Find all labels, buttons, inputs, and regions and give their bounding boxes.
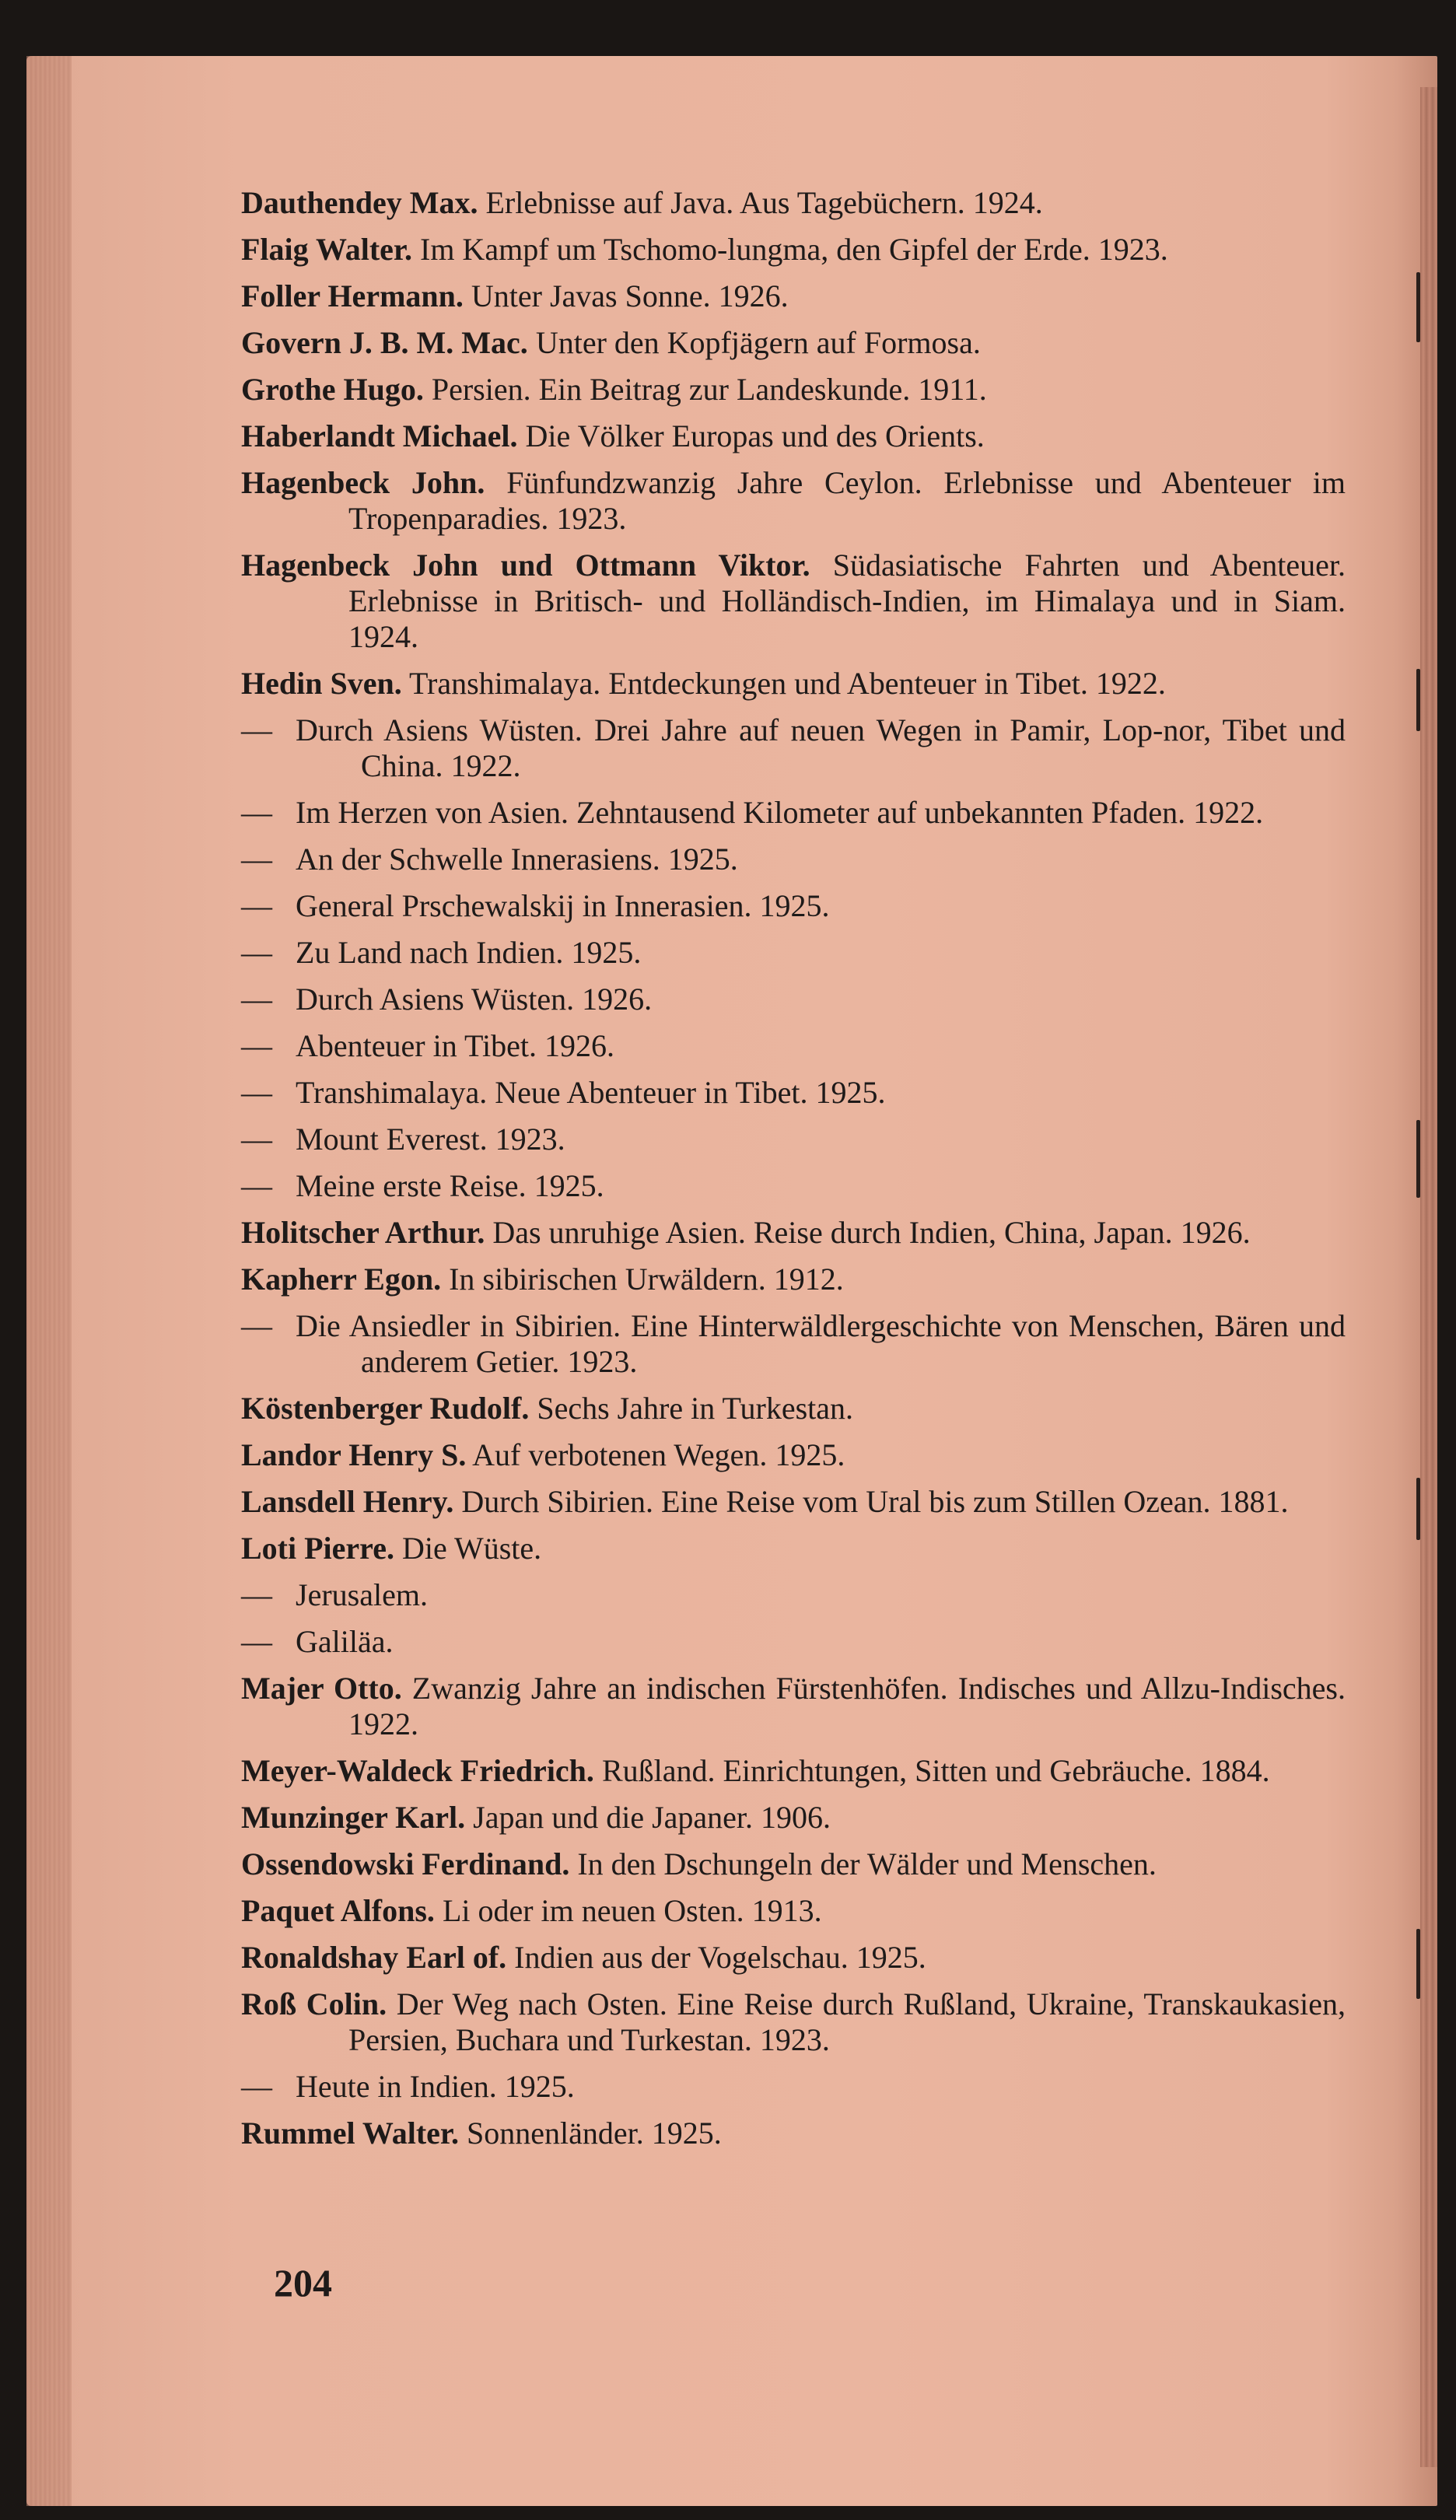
bibliography-entry bbox=[241, 325, 1346, 361]
bibliography-entry bbox=[241, 1577, 1346, 1613]
entry-title: Unter den Kopfjägern auf Formosa. bbox=[527, 325, 981, 360]
entry-title: Die Ansiedler in Sibirien. Eine Hinterwäldlergeschichte von Menschen, Bären und anderem Getier. 1923. bbox=[296, 1308, 1346, 1379]
entry-author: Lansdell Henry. bbox=[241, 1484, 454, 1519]
bibliography-entry bbox=[241, 1391, 1346, 1426]
ditto-dash: — bbox=[241, 1577, 272, 1612]
bibliography-entry bbox=[241, 712, 1346, 784]
entry-title: Durch Asiens Wüsten. Drei Jahre auf neuen Wegen in Pamir, Lop-nor, Tibet und China. 1922. bbox=[296, 712, 1346, 783]
bibliography-entry bbox=[241, 465, 1346, 537]
entry-title: Transhimalaya. Neue Abenteuer in Tibet. 1925. bbox=[296, 1075, 886, 1110]
entry-author: Rummel Walter. bbox=[241, 2116, 459, 2151]
entry-title: Persien. Ein Beitrag zur Landeskunde. 1911. bbox=[423, 372, 987, 407]
entry-title: In den Dschungeln der Wälder und Menschen. bbox=[569, 1846, 1157, 1881]
entry-title: Rußland. Einrichtungen, Sitten und Gebräuche. 1884. bbox=[593, 1753, 1270, 1788]
entry-title: Meine erste Reise. 1925. bbox=[296, 1168, 604, 1203]
ditto-dash: — bbox=[241, 842, 272, 877]
entry-title: Heute in Indien. 1925. bbox=[296, 2069, 575, 2104]
bibliography-entry bbox=[241, 185, 1346, 221]
entry-author: Dauthendey Max. bbox=[241, 185, 478, 220]
ditto-dash: — bbox=[241, 1168, 272, 1203]
page-number: 204 bbox=[274, 2261, 332, 2305]
bibliography-entry bbox=[241, 2116, 1346, 2151]
bibliography-entry bbox=[241, 1940, 1346, 1976]
bibliography-entry bbox=[241, 1168, 1346, 1204]
ditto-dash: — bbox=[241, 1075, 272, 1110]
entry-title: Mount Everest. 1923. bbox=[296, 1122, 565, 1157]
entry-title: Zwanzig Jahre an indischen Fürstenhöfen. Indisches und Allzu-Indisches. 1922. bbox=[348, 1671, 1346, 1741]
page-stack-edge bbox=[26, 56, 72, 2506]
bibliography-entry bbox=[241, 666, 1346, 702]
ditto-dash: — bbox=[241, 1308, 272, 1343]
entry-author: Munzinger Karl. bbox=[241, 1800, 466, 1835]
entry-title: Das unruhige Asien. Reise durch Indien, China, Japan. 1926. bbox=[485, 1215, 1251, 1250]
entry-title: Indien aus der Vogelschau. 1925. bbox=[506, 1940, 926, 1975]
entry-author: Haberlandt Michael. bbox=[241, 418, 518, 453]
bibliography-entry bbox=[241, 1215, 1346, 1251]
entry-author: Landor Henry S. bbox=[241, 1437, 467, 1472]
ditto-dash: — bbox=[241, 982, 272, 1017]
entry-author: Foller Hermann. bbox=[241, 278, 464, 313]
ditto-dash: — bbox=[241, 2069, 272, 2104]
entry-title: Erlebnisse auf Java. Aus Tagebüchern. 1924. bbox=[478, 185, 1043, 220]
bibliography-entry bbox=[241, 842, 1346, 877]
bibliography-entry bbox=[241, 232, 1346, 268]
entry-title: In sibirischen Urwäldern. 1912. bbox=[441, 1262, 844, 1297]
ditto-dash: — bbox=[241, 1122, 272, 1157]
entry-author: Holitscher Arthur. bbox=[241, 1215, 485, 1250]
entry-title: Durch Asiens Wüsten. 1926. bbox=[296, 982, 653, 1017]
bibliography-entry bbox=[241, 1437, 1346, 1473]
entry-title: Die Völker Europas und des Orients. bbox=[517, 418, 985, 453]
entry-title: Sonnenländer. 1925. bbox=[458, 2116, 722, 2151]
ditto-dash: — bbox=[241, 888, 272, 923]
entry-title: Sechs Jahre in Turkestan. bbox=[529, 1391, 853, 1426]
bibliography-entry bbox=[241, 1986, 1346, 2058]
bibliography-entry bbox=[241, 1262, 1346, 1297]
ditto-dash: — bbox=[241, 795, 272, 830]
bibliography-entry bbox=[241, 1531, 1346, 1566]
bibliography-entry bbox=[241, 1484, 1346, 1520]
entry-author: Flaig Walter. bbox=[241, 232, 412, 267]
bibliography-entry bbox=[241, 278, 1346, 314]
entry-author: Kapherr Egon. bbox=[241, 1262, 442, 1297]
entry-author: Hagenbeck John und Ottmann Viktor. bbox=[241, 548, 810, 583]
entry-author: Hagenbeck John. bbox=[241, 465, 485, 500]
bibliography-entry bbox=[241, 1075, 1346, 1111]
entry-title: Japan und die Japaner. 1906. bbox=[465, 1800, 831, 1835]
entry-title: Durch Sibirien. Eine Reise vom Ural bis zum Stillen Ozean. 1881. bbox=[453, 1484, 1289, 1519]
entry-author: Loti Pierre. bbox=[241, 1531, 394, 1566]
entry-title: An der Schwelle Innerasiens. 1925. bbox=[296, 842, 738, 877]
bibliography-entry bbox=[241, 1308, 1346, 1380]
edge-mark bbox=[1416, 1478, 1420, 1540]
page-right-edge bbox=[1420, 87, 1437, 2467]
entry-author: Majer Otto. bbox=[241, 1671, 402, 1706]
entry-title: Südasiatische Fahrten und Abenteuer. Erlebnisse in Britisch- und Holländisch-Indien, im Himalaya und in Siam. 1924. bbox=[348, 548, 1346, 654]
entry-title: Die Wüste. bbox=[394, 1531, 542, 1566]
ditto-dash: — bbox=[241, 1624, 272, 1659]
entry-author: Ronaldshay Earl of. bbox=[241, 1940, 507, 1975]
entry-author: Roß Colin. bbox=[241, 1986, 387, 2021]
bibliography-list bbox=[241, 185, 1346, 2162]
bibliography-entry bbox=[241, 982, 1346, 1017]
entry-title: Zu Land nach Indien. 1925. bbox=[296, 935, 642, 970]
bibliography-entry bbox=[241, 1893, 1346, 1929]
entry-author: Govern J. B. M. Mac. bbox=[241, 325, 528, 360]
entry-author: Köstenberger Rudolf. bbox=[241, 1391, 530, 1426]
bibliography-entry bbox=[241, 1122, 1346, 1157]
bibliography-entry bbox=[241, 2069, 1346, 2105]
entry-title: Auf verbotenen Wegen. 1925. bbox=[466, 1437, 845, 1472]
entry-title: Unter Javas Sonne. 1926. bbox=[463, 278, 789, 313]
entry-author: Paquet Alfons. bbox=[241, 1893, 435, 1928]
entry-title: Transhimalaya. Entdeckungen und Abenteuer in Tibet. 1922. bbox=[401, 666, 1166, 701]
entry-title: Im Kampf um Tschomo-lungma, den Gipfel der Erde. 1923. bbox=[412, 232, 1168, 267]
entry-title: Der Weg nach Osten. Eine Reise durch Rußland, Ukraine, Transkaukasien, Persien, Buchara und Turkestan. 1923. bbox=[348, 1986, 1346, 2057]
ditto-dash: — bbox=[241, 712, 272, 747]
bibliography-entry bbox=[241, 1753, 1346, 1789]
entry-title: General Prschewalskij in Innerasien. 1925. bbox=[296, 888, 830, 923]
edge-mark bbox=[1416, 1929, 1420, 1999]
entry-author: Ossendowski Ferdinand. bbox=[241, 1846, 570, 1881]
bibliography-entry bbox=[241, 1624, 1346, 1660]
bibliography-entry bbox=[241, 795, 1346, 831]
entry-title: Im Herzen von Asien. Zehntausend Kilometer auf unbekannten Pfaden. 1922. bbox=[296, 795, 1264, 830]
entry-title: Jerusalem. bbox=[296, 1577, 428, 1612]
entry-title: Fünfundzwanzig Jahre Ceylon. Erlebnisse und Abenteuer im Tropenparadies. 1923. bbox=[348, 465, 1346, 536]
entry-title: Abenteuer in Tibet. 1926. bbox=[296, 1028, 614, 1063]
bibliography-entry bbox=[241, 888, 1346, 924]
ditto-dash: — bbox=[241, 935, 272, 970]
bibliography-entry bbox=[241, 1800, 1346, 1836]
bibliography-entry bbox=[241, 1028, 1346, 1064]
entry-author: Meyer-Waldeck Friedrich. bbox=[241, 1753, 594, 1788]
bibliography-entry bbox=[241, 1671, 1346, 1742]
bibliography-entry bbox=[241, 372, 1346, 408]
edge-mark bbox=[1416, 669, 1420, 731]
entry-author: Hedin Sven. bbox=[241, 666, 402, 701]
entry-title: Li oder im neuen Osten. 1913. bbox=[434, 1893, 822, 1928]
edge-mark bbox=[1416, 272, 1420, 342]
bibliography-entry bbox=[241, 935, 1346, 971]
entry-title: Galiläa. bbox=[296, 1624, 394, 1659]
bibliography-entry bbox=[241, 1846, 1346, 1882]
edge-mark bbox=[1416, 1120, 1420, 1198]
bibliography-entry bbox=[241, 418, 1346, 454]
bibliography-entry bbox=[241, 548, 1346, 655]
ditto-dash: — bbox=[241, 1028, 272, 1063]
entry-author: Grothe Hugo. bbox=[241, 372, 424, 407]
